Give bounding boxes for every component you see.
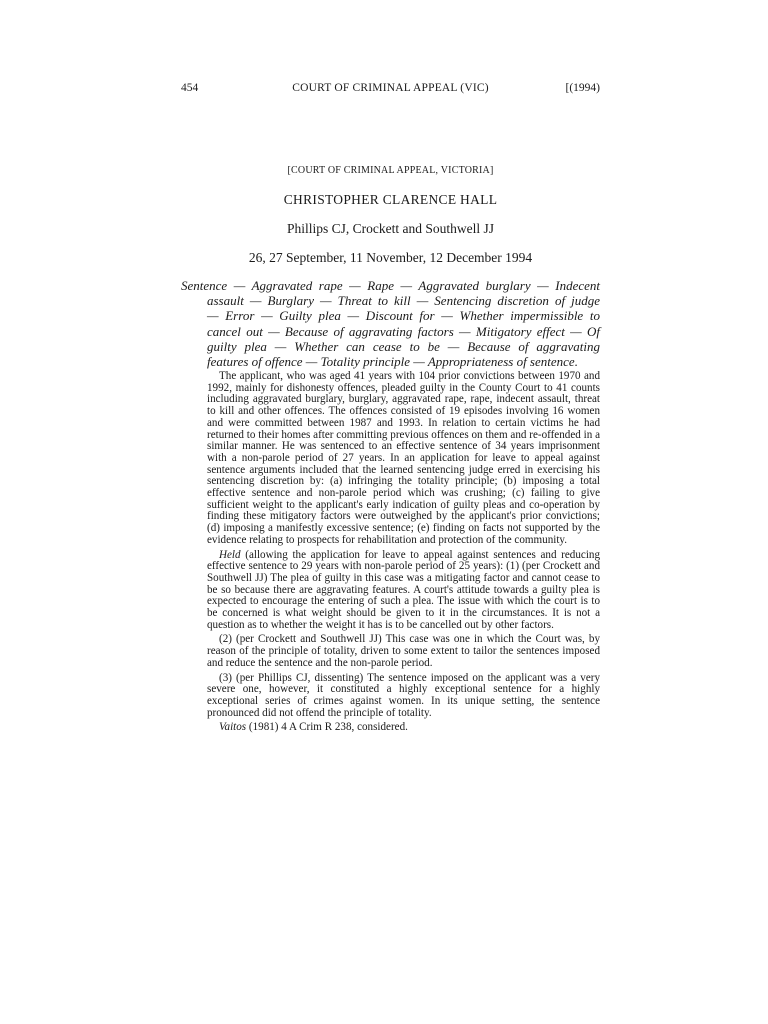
court-label: [COURT OF CRIMINAL APPEAL, VICTORIA]	[287, 165, 494, 176]
judges-line: Phillips CJ, Crockett and Southwell JJ	[286, 221, 494, 236]
headnote-point-2: (2) (per Crockett and Southwell JJ) This case was one in which the Court was, by reason of the principle of totality, driven to some extent to tailor the sentences imposed and reduce the sentence and the non-parole period.	[207, 633, 600, 669]
citation-reference: (1981) 4 A Crim R 238, considered.	[248, 721, 408, 734]
hearing-dates: 26, 27 September, 11 November, 12 December 1994	[248, 250, 533, 265]
catchword-line: guilty plea — Whether can cease to be — Because of aggravating	[207, 338, 600, 354]
held-label: Held	[219, 548, 241, 561]
catchwords	[181, 278, 600, 369]
case-name: CHRISTOPHER CLARENCE HALL	[283, 192, 498, 207]
headnote-held	[207, 550, 600, 632]
catchword-line: assault — Burglary — Threat to kill — Sentencing discretion of judge	[207, 293, 600, 309]
citation-case-name: Vaitos	[219, 721, 247, 734]
headnote-point-3: (3) (per Phillips CJ, dissenting) The sentence imposed on the applicant was a very severe one, however, it constituted a highly exceptional sentence for a highly exceptional series of crimes against women. In its unique setting, the sentence pronounced did not offend the principle of totality.	[207, 671, 600, 719]
page-number: 454	[181, 82, 199, 94]
catchword-line: Sentence — Aggravated rape — Rape — Aggravated burglary — Indecent	[181, 278, 600, 293]
headnote-citation	[207, 722, 600, 734]
headnote-facts: The applicant, who was aged 41 years with 104 prior convictions between 1970 and 1992, mainly for dishonesty offences, pleaded guilty in the County Court to 41 counts including aggravated burglary, burglary, aggravated rape, rape, indecent assault, threat to kill and other offences. The offences consisted of 19 episodes involving 16 women and were committed between 1987 and 1993. In relation to certain victims he had returned to their homes after committing previous offences on them and re-offended in a similar manner. He was sentenced to an effective sentence of 34 years imprisonment with a non-parole period of 27 years. In an application for leave to appeal against sentence arguments included that the learned sentencing judge erred in exercising his sentencing discretion by: (a) infringing the totality principle; (b) imposing a total effective sentence and non-parole period which was crushing; (c) failing to give sufficient weight to the applicant's early indication of guilty pleas and co-operation by finding these mitigatory factors were outweighed by the applicant's prior convictions; (d) imposing a manifestly excessive sentence; (e) finding on facts not supported by the evidence relating to prospects for rehabilitation and protection of the community.	[207, 370, 600, 546]
headnote	[207, 371, 600, 737]
held-text: (allowing the application for leave to appeal against sentences and reducing effective sentence to 29 years with non-parole period of 25 years): (1) (per Crockett and Southwell JJ) The plea of guilty in this case was a mitigating factor and cannot cease to be so because there are aggravating features. A court's attitude towards a guilty plea is expected to encourage the entering of such a plea. The issue with which the court is to be concerned is what weight should be given to it in the circumstances. It is not a question as to whether the weight it has is to be cancelled out by other factors.	[207, 548, 600, 631]
running-title: COURT OF CRIMINAL APPEAL (VIC)	[292, 82, 489, 94]
running-header	[181, 82, 600, 98]
volume-year: [(1994)	[565, 82, 600, 94]
catchword-line: — Error — Guilty plea — Discount for — Whether impermissible to	[207, 308, 600, 324]
catchword-line: cancel out — Because of aggravating factors — Mitigatory effect — Of	[207, 323, 600, 339]
catchword-line: features of offence — Totality principle — Appropriateness of sentence.	[207, 354, 578, 370]
